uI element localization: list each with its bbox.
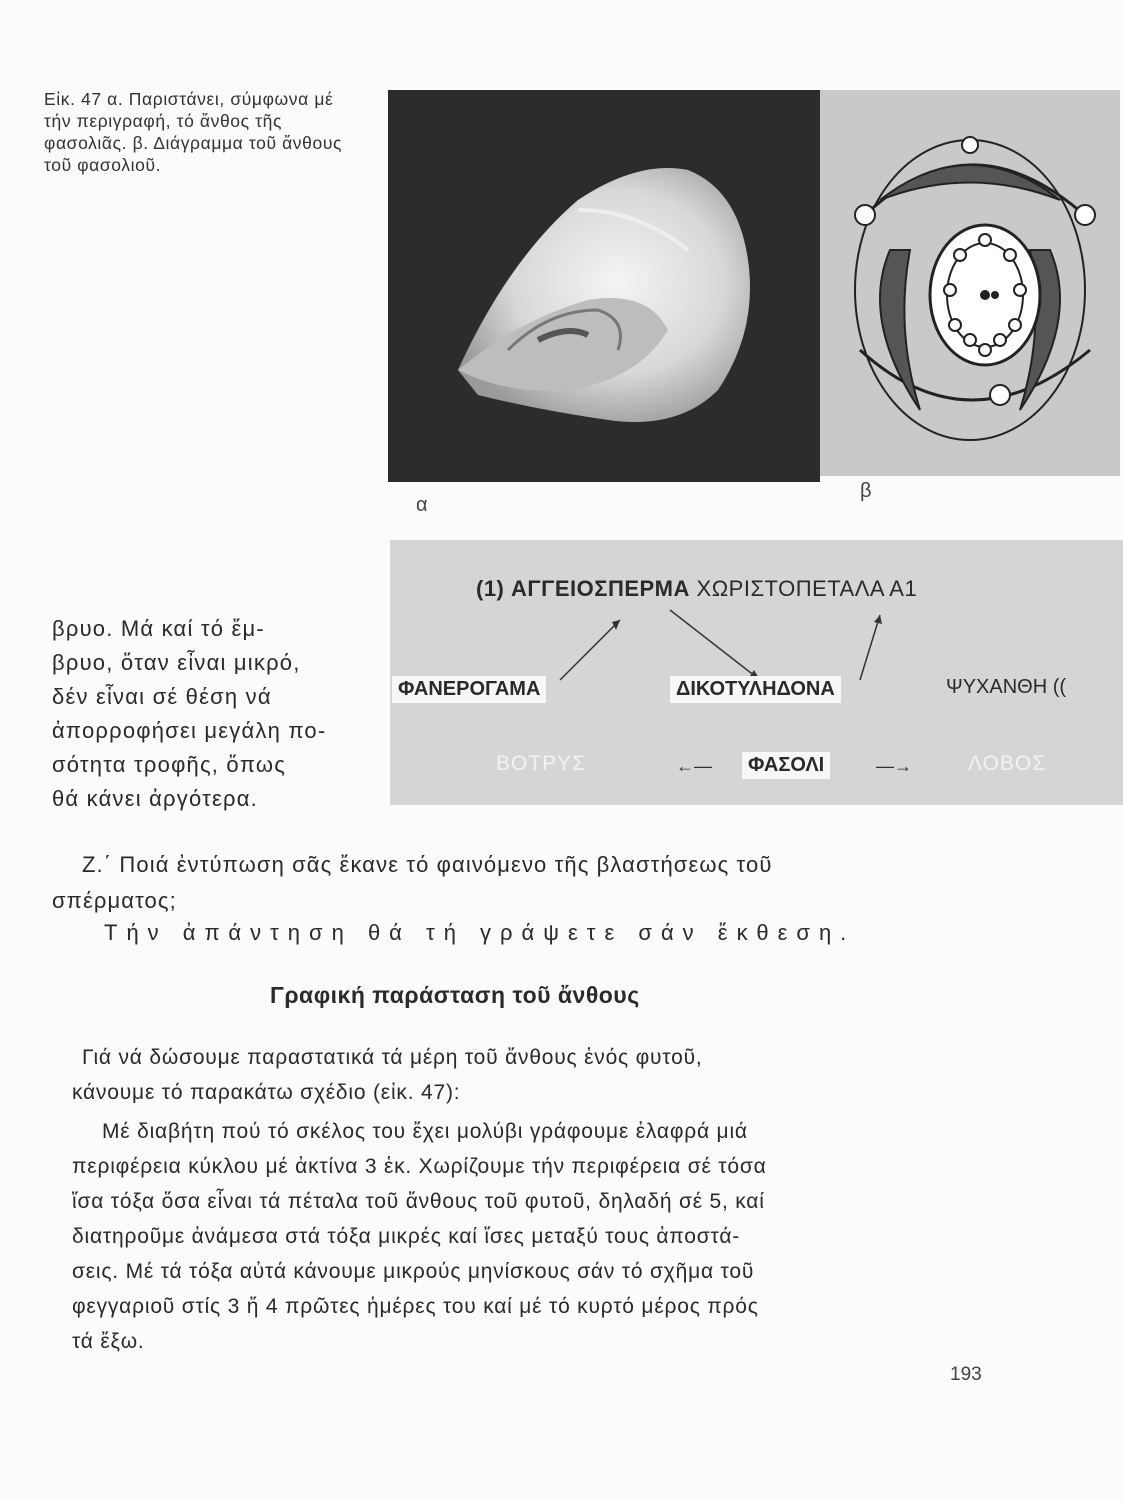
classification-fasoli: ΦΑΣΟΛΙ xyxy=(742,752,830,779)
section-heading: Γραφική παράσταση τοῦ ἄνθους xyxy=(270,982,640,1008)
paragraph-line: περιφέρεια κύκλου μέ ἀκτίνα 3 ἑκ. Χωρίζουμε τήν περιφέρεια σέ τόσα xyxy=(72,1155,767,1178)
left-column-text xyxy=(52,612,370,816)
classification-phanerogama: ΦΑΝΕΡΟΓΑΜΑ xyxy=(392,676,546,703)
classification-lobos: ΛΟΒΟΣ xyxy=(968,752,1047,775)
floral-diagram xyxy=(820,90,1120,476)
paragraph-line: φεγγαριοῦ στίς 3 ἤ 4 πρῶτες ἡμέρες του καί μέ τό κυρτό μέρος πρός xyxy=(72,1295,759,1318)
floral-diagram-panel xyxy=(820,90,1120,476)
left-line: θά κάνει ἀργότερα. xyxy=(52,786,258,811)
paragraph-2 xyxy=(72,1114,992,1359)
right-arrow: —→ xyxy=(876,756,912,776)
figure-label-a: α xyxy=(416,494,428,516)
page-number: 193 xyxy=(950,1364,982,1385)
paragraph-1 xyxy=(72,1040,992,1110)
left-arrow: ←— xyxy=(676,756,712,776)
left-line: βρυο. Μά καί τό ἔμ- xyxy=(52,616,265,641)
classification-psychanthi: ΨΥΧΑΝΘΗ (( xyxy=(946,676,1067,698)
classification-title xyxy=(476,576,917,602)
classification-title-prefix: (1) xyxy=(476,576,505,601)
paragraph-line: Μέ διαβήτη πού τό σκέλος του ἔχει μολύβι γράφουμε ἐλαφρά μιά xyxy=(102,1120,748,1143)
left-line: ἀπορροφήσει μεγάλη πο- xyxy=(52,718,327,743)
classification-dikotyledona: ΔΙΚΟΤΥΛΗΔΟΝΑ xyxy=(670,676,841,703)
classification-botrys: ΒΟΤΡΥΣ xyxy=(496,752,587,775)
figure-caption: Εἰκ. 47 α. Παριστάνει, σύμφωνα μέ τήν περιγραφή, τό ἄνθος τῆς φασολιᾶς. β. Διάγραμμα τοῦ ἄνθους τοῦ φασολιοῦ. xyxy=(44,89,343,175)
left-line: δέν εἶναι σέ θέση νά xyxy=(52,684,272,709)
bean-flower-photo xyxy=(388,90,820,482)
left-line: σότητα τροφῆς, ὅπως xyxy=(52,752,287,777)
figure-label-b: β xyxy=(860,480,872,502)
paragraph-line: κάνουμε τό παρακάτω σχέδιο (εἰκ. 47): xyxy=(72,1081,461,1104)
paragraph-line: τά ἔξω. xyxy=(72,1330,145,1353)
paragraph-line: διατηροῦμε ἀνάμεσα στά τόξα μικρές καί ἴσες μεταξύ τους ἀποστά- xyxy=(72,1225,741,1248)
question-line-1: Ζ.΄ Ποιά ἐντύπωση σᾶς ἔκανε τό φαινόμενο τῆς βλαστήσεως τοῦ xyxy=(82,852,773,877)
question-line-3: Τήν ἀπάντηση θά τή γράψετε σάν ἔκθεση. xyxy=(104,920,856,945)
paragraph-line: ἴσα τόξα ὅσα εἶναι τά πέταλα τοῦ ἄνθους τοῦ φυτοῦ, δηλαδή σέ 5, καί xyxy=(72,1190,765,1213)
paragraph-line: σεις. Μέ τά τόξα αὐτά κάνουμε μικρούς μηνίσκους σάν τό σχῆμα τοῦ xyxy=(72,1260,755,1283)
question-line-2: σπέρματος; xyxy=(52,888,177,913)
bean-flower-illustration xyxy=(388,90,820,482)
classification-title-rest: ΧΩΡΙΣΤΟΠΕΤΑΛΑ Α1 xyxy=(696,576,918,601)
left-line: βρυο, ὅταν εἶναι μικρό, xyxy=(52,650,301,675)
paragraph-line: Γιά νά δώσουμε παραστατικά τά μέρη τοῦ ἄνθους ἑνός φυτοῦ, xyxy=(82,1046,703,1069)
classification-title-bold: ΑΓΓΕΙΟΣΠΕΡΜΑ xyxy=(511,576,690,601)
